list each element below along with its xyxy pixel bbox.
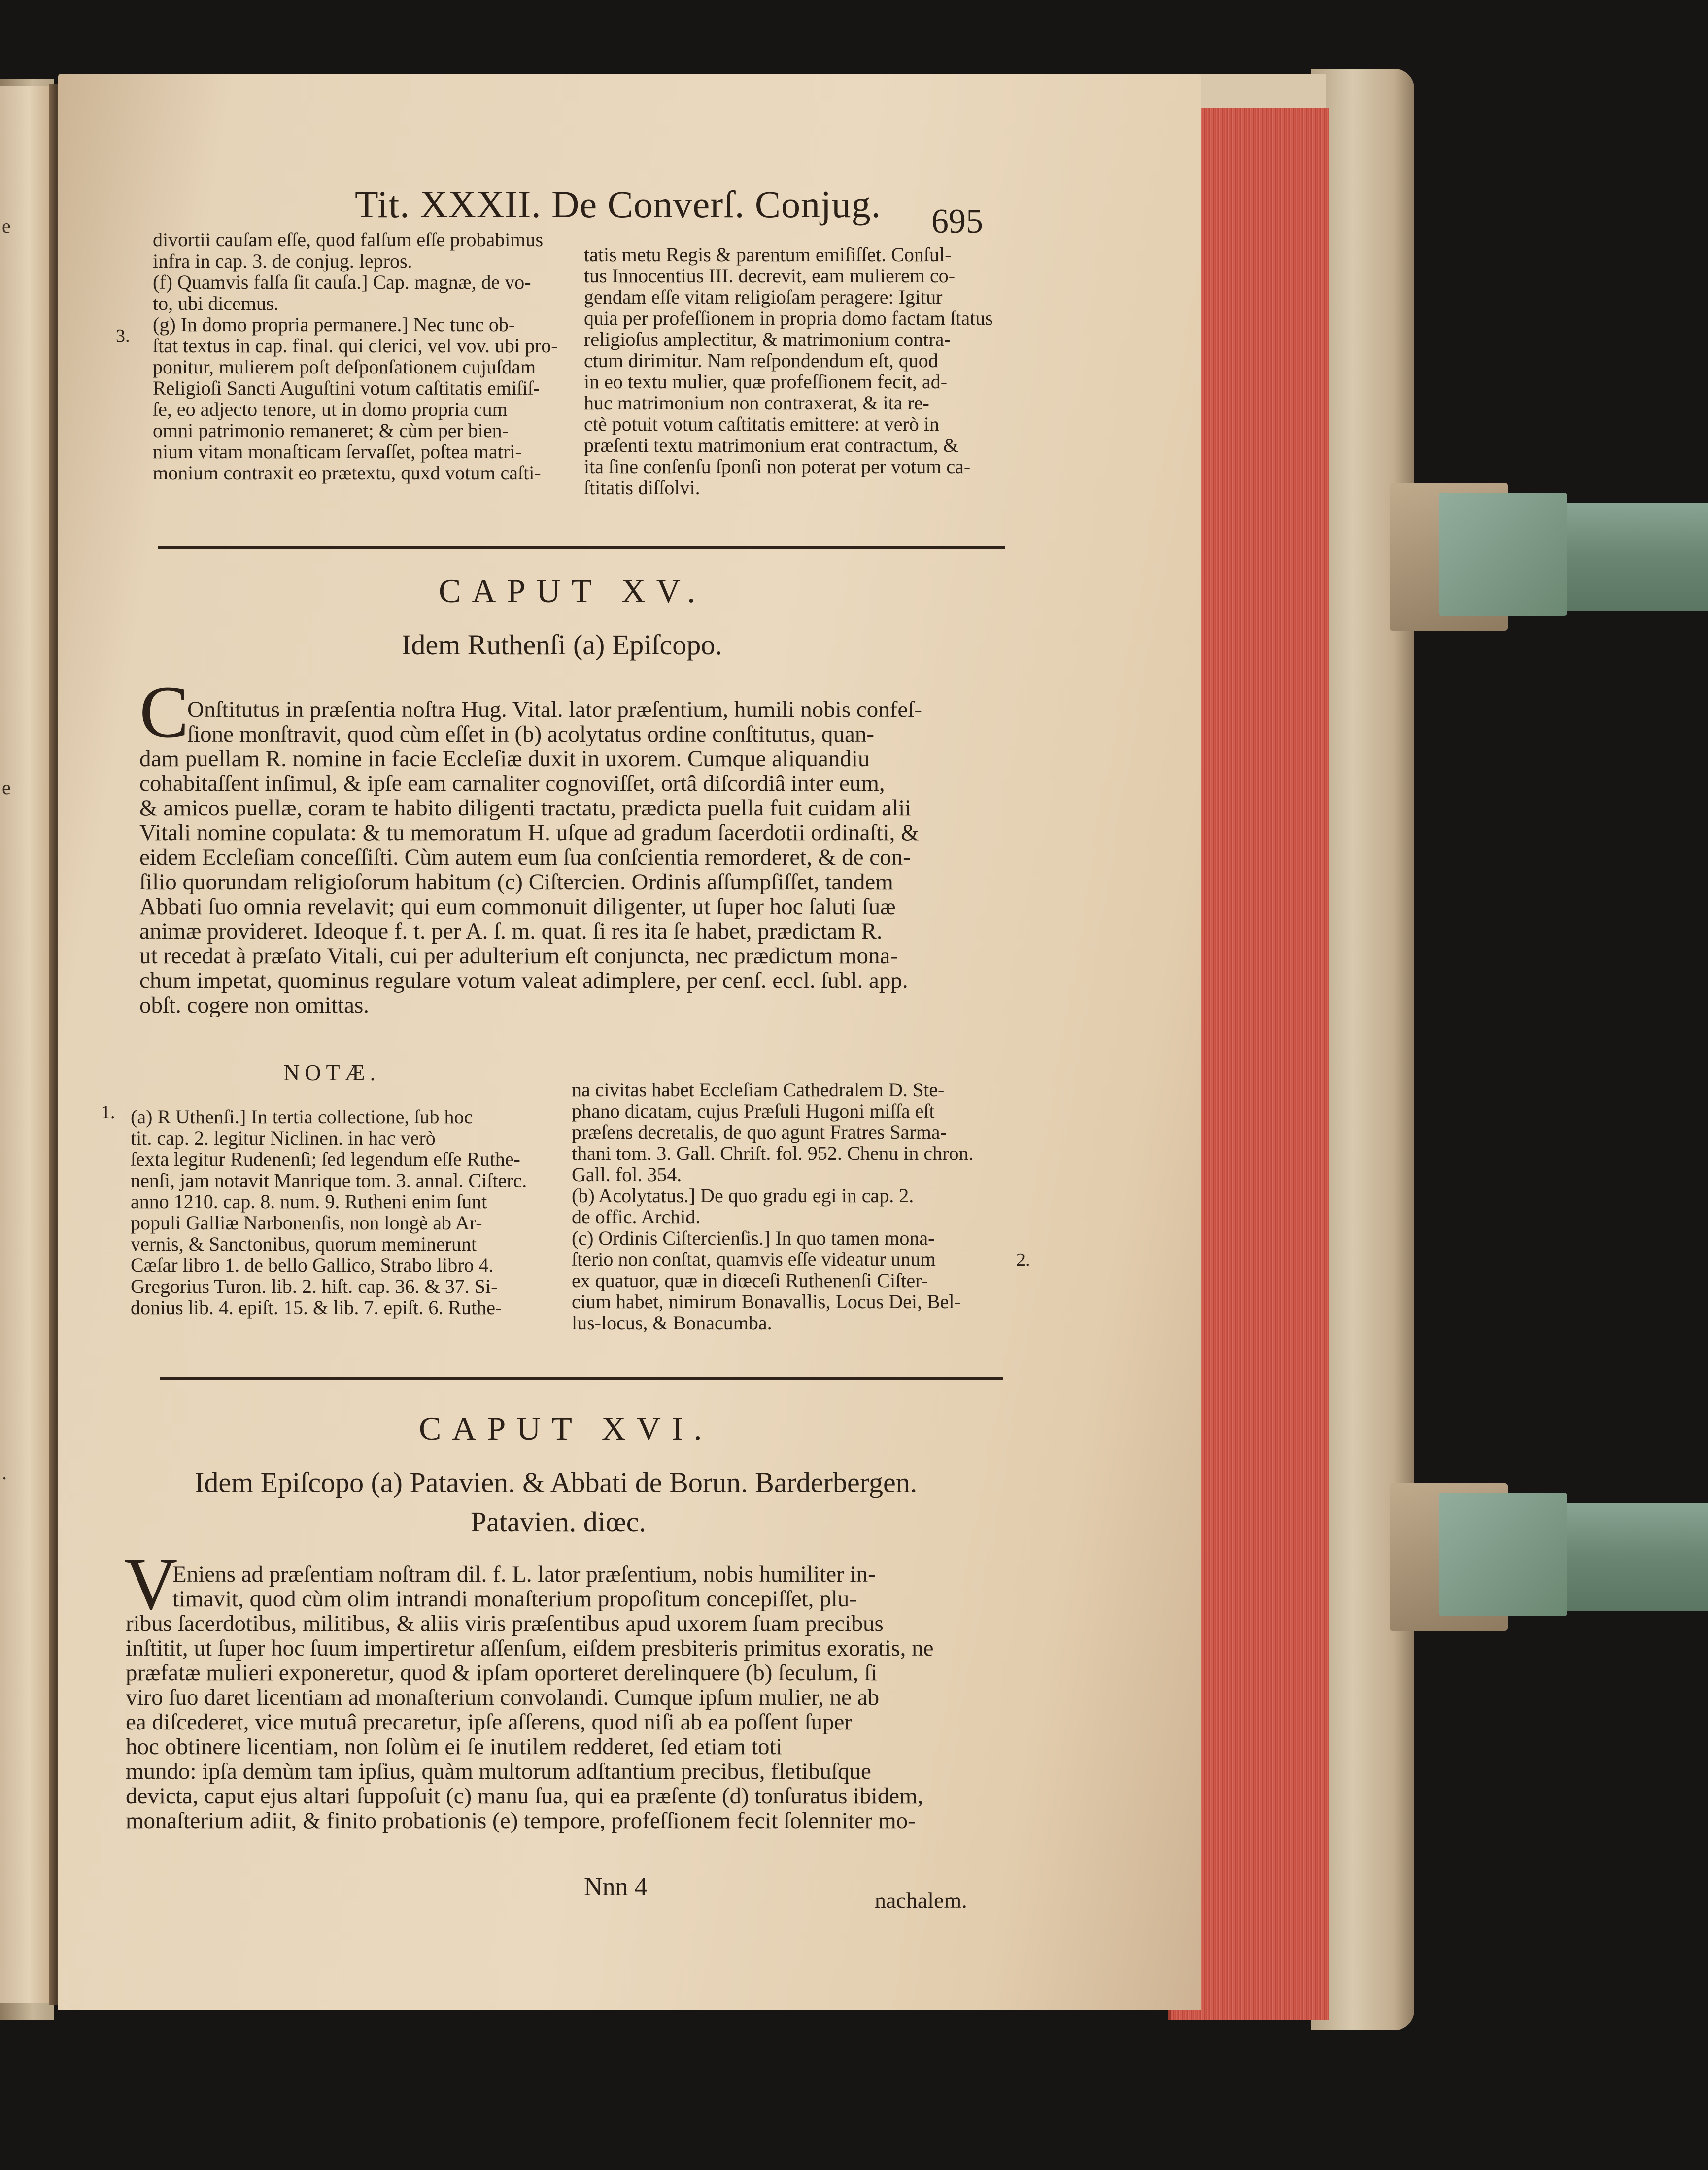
text-line: (b) Acolytatus.] De quo gradu egi in cap. 2. bbox=[572, 1185, 914, 1207]
section-rule bbox=[160, 1377, 1003, 1380]
text-line: Gall. fol. 354. bbox=[572, 1163, 682, 1186]
text-line: viro ſuo daret licentiam ad monaſterium convolandi. Cumque ipſum mulier, ne ab bbox=[126, 1685, 880, 1710]
text-line: ſexta legitur Rudenenſi; ſed legendum eſſe Ruthe- bbox=[131, 1148, 520, 1170]
chapter-subheading-line2: Patavien. diœc. bbox=[471, 1506, 646, 1538]
text-line: ſterio non conſtat, quamvis eſſe videatur unum bbox=[572, 1248, 936, 1270]
text-line: thani tom. 3. Gall. Chriſt. fol. 952. Chenu in chron. bbox=[572, 1142, 974, 1164]
text-line: donius lib. 4. epiſt. 15. & lib. 7. epiſt. 6. Ruthe- bbox=[131, 1296, 502, 1319]
text-line: in eo textu mulier, quæ profeſſionem fecit, ad- bbox=[584, 371, 948, 393]
text-line: phano dicatam, cujus Præſuli Hugoni miſſa eſt bbox=[572, 1100, 935, 1122]
text-line: huc matrimonium non contraxerat, & ita re- bbox=[584, 392, 929, 414]
text-line: tatis metu Regis & parentum emiſiſſet. Conſul- bbox=[584, 243, 952, 266]
margin-number: 3. bbox=[116, 326, 130, 346]
text-line: ſilio quorundam religioſorum habitum (c) Ciſtercien. Ordinis aſſumpſiſſet, tandem bbox=[139, 869, 893, 895]
text-line: (f) Quamvis falſa ſit cauſa.] Cap. magnæ, de vo- bbox=[153, 271, 531, 293]
text-line: cohabitaſſent inſimul, & ipſe eam carnaliter cognoviſſet, ortâ diſcordiâ inter eum, bbox=[139, 771, 885, 796]
notes-left-column bbox=[131, 1106, 527, 1318]
text-line: quia per profeſſionem in propria domo factam ſtatus bbox=[584, 307, 993, 329]
chapter-subheading: Idem Ruthenſi (a) Epiſcopo. bbox=[402, 629, 722, 661]
text-line: Onſtitutus in præſentia noſtra Hug. Vital. lator præſentium, humili nobis confeſ- bbox=[187, 697, 922, 722]
text-line: ctè potuit votum caſtitatis emittere: at verò in bbox=[584, 413, 939, 435]
top-right-column bbox=[584, 244, 993, 498]
drop-capital: C bbox=[139, 671, 189, 753]
text-line: Vitali nomine copulata: & tu memoratum H. uſque ad gradum ſacerdotii ordinaſti, & bbox=[139, 820, 919, 846]
top-left-column bbox=[153, 229, 558, 483]
text-line: tit. cap. 2. legitur Niclinen. in hac verò bbox=[131, 1127, 436, 1149]
text-line: anno 1210. cap. 8. num. 9. Rutheni enim ſunt bbox=[131, 1190, 487, 1213]
lower-clasp bbox=[1390, 1483, 1708, 1631]
text-line: ſe, eo adjecto tenore, ut in domo propria cum bbox=[153, 398, 508, 420]
text-line: ponitur, mulierem poſt deſponſationem cujuſdam bbox=[153, 356, 536, 378]
text-line: nenſi, jam notavit Manrique tom. 3. annal. Ciſterc. bbox=[131, 1169, 527, 1191]
text-line: Gregorius Turon. lib. 2. hiſt. cap. 36. & 37. Si- bbox=[131, 1275, 498, 1297]
text-line: populi Galliæ Narbonenſis, non longè ab Ar- bbox=[131, 1212, 482, 1234]
text-line: ea diſcederet, vice mutuâ precaretur, ipſe aſſerens, quod niſi ab ea poſſent ſuper bbox=[126, 1709, 853, 1735]
running-title: Tit. XXXII. De Converſ. Conjug. bbox=[355, 183, 882, 226]
drop-capital: V bbox=[124, 1543, 178, 1625]
margin-number: 2. bbox=[1016, 1250, 1030, 1270]
chapter-text bbox=[187, 697, 922, 746]
text-line: (c) Ordinis Ciſtercienſis.] In quo tamen mona- bbox=[572, 1227, 935, 1249]
chapter-text bbox=[172, 1562, 876, 1611]
text-line: præſenti textu matrimonium erat contractum, & bbox=[584, 434, 958, 456]
text-line: gendam eſſe vitam religioſam peragere: Igitur bbox=[584, 286, 943, 308]
page-number: 695 bbox=[931, 203, 983, 240]
text-line: monium contraxit eo prætextu, quxd votum caſti- bbox=[153, 462, 541, 484]
text-line: monaſterium adiit, & finito probationis (e) tempore, profeſſionem fecit ſolenniter mo- bbox=[126, 1808, 916, 1833]
notes-right-column bbox=[572, 1079, 973, 1333]
text-line: timavit, quod cùm olim intrandi monaſterium propoſitum concepiſſet, plu- bbox=[172, 1586, 857, 1612]
text-line: ex quatuor, quæ in diœceſi Ruthenenſi Ciſter- bbox=[572, 1269, 928, 1291]
text-line: (a) R Uthenſi.] In tertia collectione, ſub hoc bbox=[131, 1106, 473, 1128]
text-line: mundo: ipſa demùm tam ipſius, quàm multorum adſtantium precibus, fletibuſque bbox=[126, 1759, 871, 1784]
catchword: nachalem. bbox=[875, 1888, 967, 1913]
text-line: ſione monſtravit, quod cùm eſſet in (b) acolytatus ordine conſtitutus, quan- bbox=[187, 721, 875, 747]
notes-heading: NOTÆ. bbox=[283, 1060, 380, 1085]
text-line: ribus ſacerdotibus, militibus, & aliis viris præſentibus apud uxorem ſuam precibus bbox=[126, 1611, 884, 1636]
text-line: obſt. cogere non omittas. bbox=[139, 992, 369, 1018]
signature-mark: Nnn 4 bbox=[584, 1873, 648, 1901]
text-line: ita ſine conſenſu ſponſi non poterat per votum ca- bbox=[584, 455, 971, 477]
text-line: devicta, caput ejus altari ſuppoſuit (c) manu ſua, qui ea præſente (d) tonſuratus ibidem, bbox=[126, 1783, 923, 1809]
text-line: vernis, & Sanctonibus, quorum meminerunt bbox=[131, 1233, 477, 1255]
text-line: ctum dirimitur. Nam reſpondendum eſt, quod bbox=[584, 349, 938, 372]
left-page-mark: . bbox=[2, 1461, 7, 1484]
text-line: Eniens ad præſentiam noſtram dil. f. L. lator præſentium, nobis humiliter in- bbox=[172, 1561, 876, 1587]
text-line: ut recedat à præſato Vitali, cui per adulterium eſt conjuncta, nec prædictum mona- bbox=[139, 943, 898, 969]
text-line: to, ubi dicemus. bbox=[153, 292, 279, 314]
text-line: de offic. Archid. bbox=[572, 1206, 701, 1228]
text-line: infra in cap. 3. de conjug. lepros. bbox=[153, 250, 412, 272]
text-line: lus-locus, & Bonacumba. bbox=[572, 1312, 772, 1334]
text-line: Cæſar libro 1. de bello Gallico, Strabo libro 4. bbox=[131, 1254, 494, 1276]
text-line: præſens decretalis, de quo agunt Fratres Sarma- bbox=[572, 1121, 947, 1143]
text-line: ſtitatis diſſolvi. bbox=[584, 476, 700, 499]
chapter-heading: CAPUT XV. bbox=[439, 572, 707, 610]
text-line: omni patrimonio remaneret; & cùm per bien- bbox=[153, 419, 509, 441]
text-line: religioſus amplectitur, & matrimonium contra- bbox=[584, 328, 951, 350]
chapter-text-cont bbox=[139, 746, 919, 1017]
left-page-mark: e bbox=[2, 777, 11, 799]
chapter-heading: CAPUT XVI. bbox=[419, 1410, 713, 1447]
text-line: Abbati ſuo omnia revelavit; qui eum commonuit diligenter, ut ſuper hoc ſaluti ſuæ bbox=[139, 894, 896, 919]
text-line: & amicos puellæ, coram te habito diligenti tractatu, prædicta puella fuit cuidam alii bbox=[139, 795, 912, 821]
text-line: præfatæ mulieri exponeretur, quod & ipſam oporteret derelinquere (b) ſeculum, ſi bbox=[126, 1660, 878, 1686]
text-line: dam puellam R. nomine in facie Eccleſiæ duxit in uxorem. Cumque aliquandiu bbox=[139, 746, 870, 772]
text-line: eidem Eccleſiam conceſſiſti. Cùm autem eum ſua conſcientia remorderet, & de con- bbox=[139, 845, 911, 870]
upper-clasp bbox=[1390, 483, 1708, 631]
text-line: divortii cauſam eſſe, quod falſum eſſe probabimus bbox=[153, 229, 544, 251]
text-line: (g) In domo propria permanere.] Nec tunc ob- bbox=[153, 313, 515, 336]
text-line: tus Innocentius III. decrevit, eam mulierem co- bbox=[584, 265, 956, 287]
text-line: nium vitam monaſticam ſervaſſet, poſtea matri- bbox=[153, 441, 522, 463]
section-rule bbox=[158, 546, 1005, 549]
text-line: na civitas habet Eccleſiam Cathedralem D. Ste- bbox=[572, 1079, 945, 1101]
text-line: cium habet, nimirum Bonavallis, Locus Dei, Bel- bbox=[572, 1290, 961, 1313]
text-line: ſtat textus in cap. final. qui clerici, vel vov. ubi pro- bbox=[153, 335, 558, 357]
text-line: inſtitit, ut ſuper hoc ſuum impertiretur aſſenſum, eiſdem presbiteris primitus exoratis, ne bbox=[126, 1635, 934, 1661]
chapter-subheading: Idem Epiſcopo (a) Patavien. & Abbati de Borun. Barderbergen. bbox=[195, 1466, 918, 1498]
text-line: chum impetat, quominus regulare votum valeat adimplere, per cenſ. eccl. ſubl. app. bbox=[139, 968, 908, 993]
left-page-mark: e bbox=[2, 215, 11, 237]
text-line: animæ provideret. Ideoque f. t. per A. ſ. m. quat. ſi res ita ſe habet, prædictam R. bbox=[139, 918, 883, 944]
chapter-text-cont bbox=[126, 1611, 933, 1833]
text-line: hoc obtinere licentiam, non ſolùm ei ſe inutilem redderet, ſed etiam toti bbox=[126, 1734, 783, 1760]
margin-number: 1. bbox=[101, 1102, 115, 1122]
text-line: Religioſi Sancti Auguſtini votum caſtitatis emiſiſ- bbox=[153, 377, 540, 399]
